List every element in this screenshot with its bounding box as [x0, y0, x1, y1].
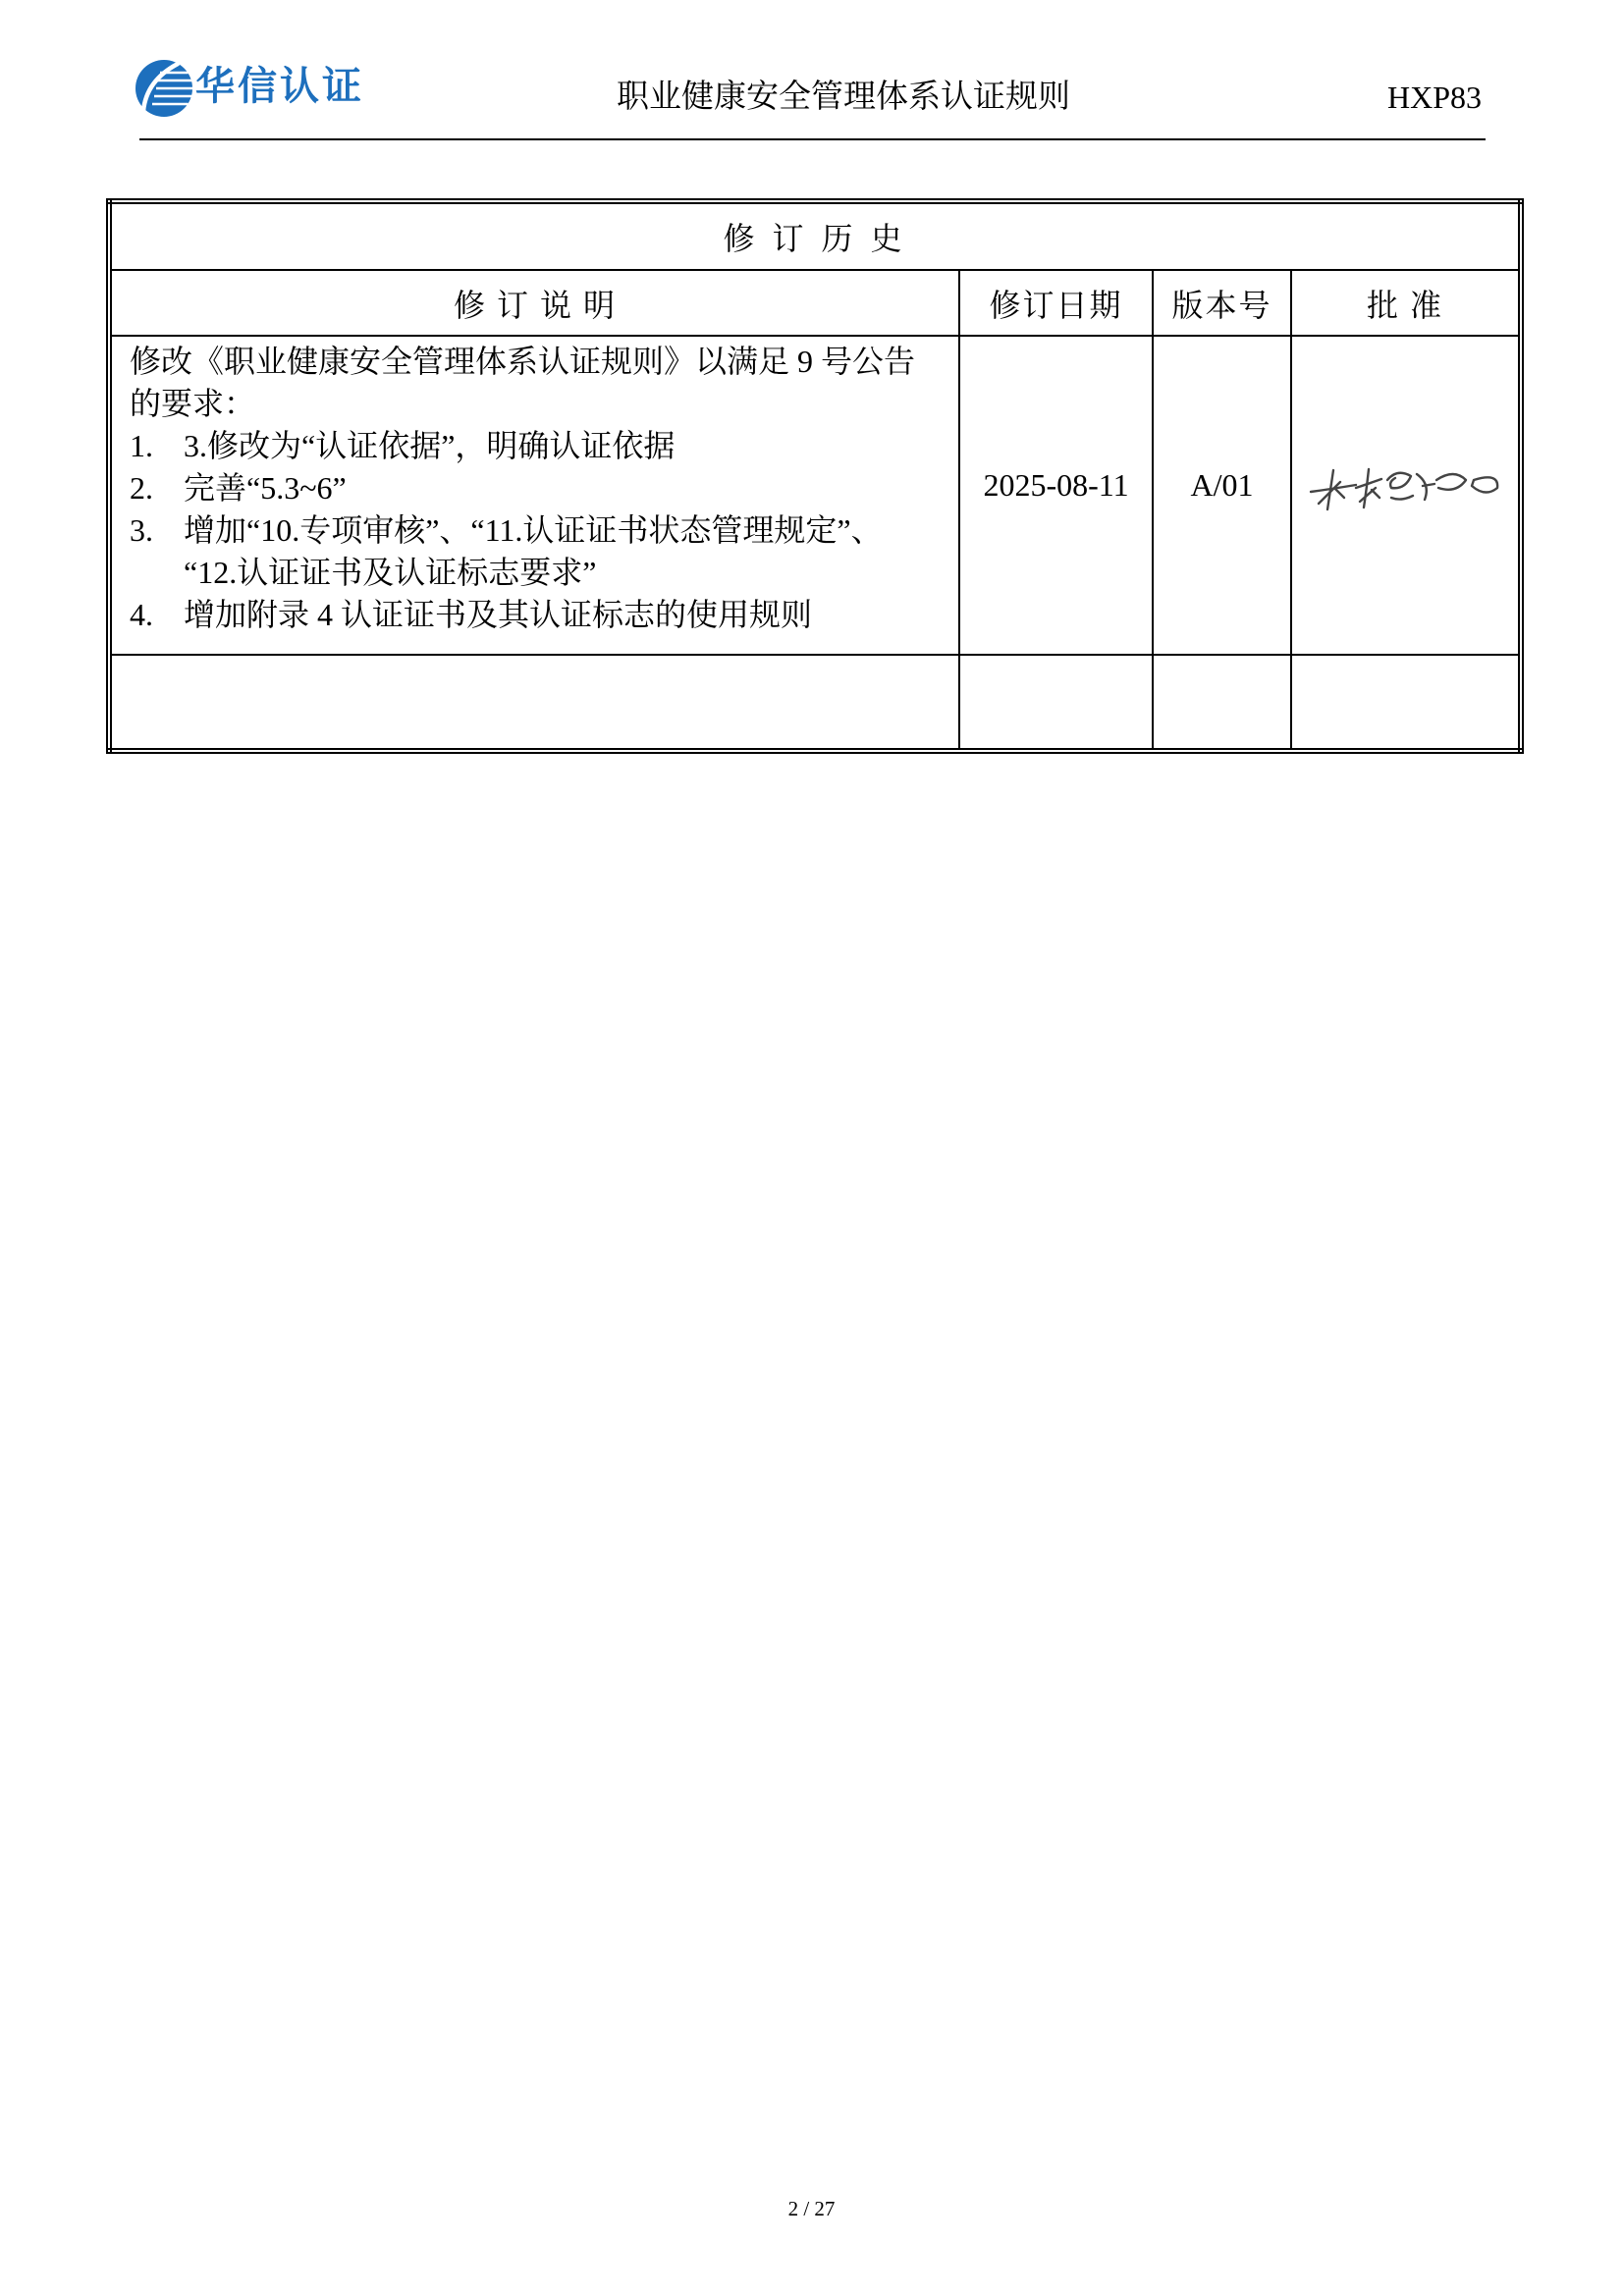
table-header-row: [109, 270, 1521, 336]
approval-cell: [1291, 336, 1521, 655]
company-logo: [135, 57, 380, 120]
document-title: 职业健康安全管理体系认证规则: [617, 80, 1070, 115]
change-list-item: [130, 509, 945, 594]
table-row: [109, 336, 1521, 655]
page-number: 2 / 27: [787, 2197, 836, 2220]
list-item-text: 增加附录 4 认证证书及其认证标志的使用规则: [184, 597, 813, 632]
list-item-text-continued: “12.认证证书及认证标志要求”: [184, 555, 597, 590]
column-header-approval: 批 准: [1291, 270, 1521, 336]
table-row-empty: [109, 655, 1521, 751]
list-item-number: 1.: [130, 428, 153, 463]
list-item-number: 4.: [130, 597, 153, 632]
document-code: HXP83: [1386, 80, 1482, 115]
table-title: 修 订 历 史: [109, 201, 1521, 270]
empty-cell: [1291, 655, 1521, 751]
list-item-text: 完善“5.3~6”: [184, 470, 347, 506]
column-header-date: 修订日期: [959, 270, 1153, 336]
revision-description-cell: [109, 336, 959, 655]
list-item-number: 2.: [130, 470, 153, 506]
empty-cell: [959, 655, 1153, 751]
empty-cell: [1153, 655, 1291, 751]
table-title-row: [109, 201, 1521, 270]
approval-signature: [1307, 458, 1503, 513]
list-item-text: 3.修改为“认证依据”，明确认证依据: [184, 428, 676, 463]
version-number: A/01: [1153, 336, 1291, 655]
description-intro-line: 的要求：: [130, 386, 256, 421]
globe-logo-icon: [135, 59, 193, 118]
change-list-item: [130, 467, 945, 509]
description-intro-line: 修改《职业健康安全管理体系认证规则》以满足 9 号公告: [130, 344, 916, 379]
header-divider: [139, 138, 1486, 140]
change-list-item: [130, 594, 945, 636]
column-header-description: 修 订 说 明: [109, 270, 959, 336]
revision-date: 2025-08-11: [959, 336, 1153, 655]
change-list-item: [130, 425, 945, 467]
list-item-number: 3.: [130, 512, 153, 548]
list-item-text: 增加“10.专项审核”、“11.认证证书状态管理规定”、: [184, 512, 883, 548]
logo-text: 华信认证: [195, 64, 364, 109]
column-header-version: 版本号: [1153, 270, 1291, 336]
revision-history-table: [106, 198, 1524, 754]
empty-cell: [109, 655, 959, 751]
